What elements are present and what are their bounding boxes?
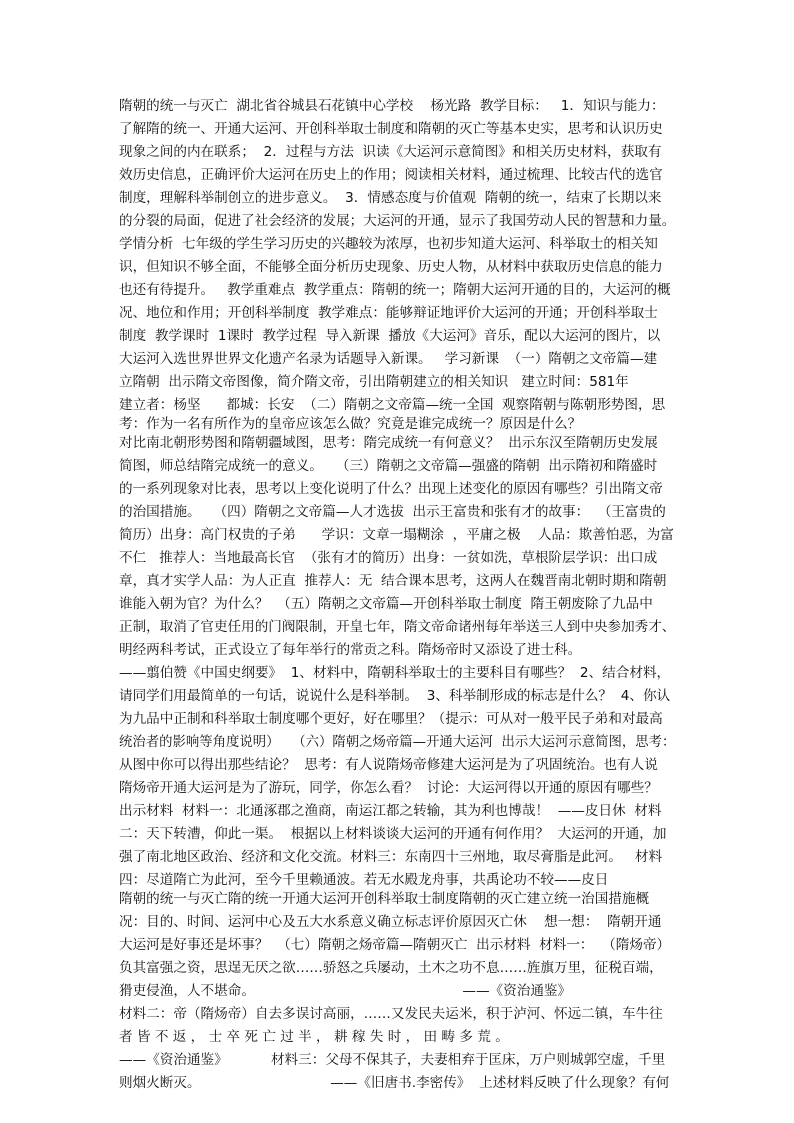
text-line: 现象之间的内在联系； 2．过程与方法 识读《大运河示意简图》和相关历史材料，获取有 — [119, 144, 662, 160]
text-line: 识，但知识不够全面，不能够全面分析历史现象、历史人物，从材料中获取历史信息的能力 — [119, 259, 663, 275]
text-line: 大运河入选世界世界文化遗产名录为话题导入新课。 学习新课 （一）隋朝之文帝篇—建 — [119, 351, 658, 367]
text-line: 也还有待提升。 教学重难点 教学重点：隋朝的统一；隋朝大运河开通的目的，大运河的概 — [119, 282, 671, 298]
text-line: 对比南北朝形势图和隋朝疆域图，思考：隋完成统一有何意义？ 出示东汉至隋朝历史发展 — [119, 435, 658, 451]
text-line: 四：尽道隋亡为此河，至今千里赖通波。若无水殿龙舟事，共禹论功不较——皮日 — [119, 872, 609, 888]
text-line: 正制，取消了官吏任用的门阀限制，开皇七年，隋文帝命诸州每年举送三人到中央参加秀才、 — [119, 619, 676, 635]
text-line: 猾吏侵渔，人不堪命。 ——《资治通鉴》 — [119, 983, 572, 999]
text-line: 出示材料 材料一：北通涿郡之渔商，南运江都之转输，其为利也博哉！ ——皮日休 材料 — [119, 803, 662, 819]
text-line: 不仁 推荐人：当地最高长官 （张有才的简历）出身：一贫如洗，草根阶层学识：出口成 — [119, 550, 658, 566]
text-line: ——翦伯赞《中国史纲要》 1、材料中，隋朝科举取士的主要科目有哪些？ 2、结合材料， — [119, 665, 671, 681]
text-line: 效历史信息，正确评价大运河在历史上的作用；阅读相关材料，通过梳理、比较古代的选官 — [119, 167, 663, 183]
text-line: 大运河是好事还是坏事？ （七）隋朝之炀帝篇—隋朝灭亡 出示材料 材料一： （隋炀帝） — [119, 937, 671, 953]
text-line: ——《资治通鉴》 材料三：父母不保其子，夫妻相弃于匡床，万户则城郭空虚，千里 — [119, 1052, 666, 1068]
text-line: 谁能入朝为官？为什么？ （五）隋朝之文帝篇—开创科举取士制度 隋王朝废除了九品中 — [119, 596, 653, 612]
text-line: 二：天下转漕，仰此一渠。 根据以上材料谈谈大运河的开通有何作用？ 大运河的开通，加 — [119, 826, 667, 842]
text-line: 的治国措施。 （四）隋朝之文帝篇—人才选拔 出示王富贵和张有才的故事： （王富贵的 — [119, 504, 666, 520]
text-line: 学情分析 七年级的学生学习历史的兴趣较为浓厚，也初步知道大运河、科举取士的相关知 — [119, 236, 658, 252]
text-line: 隋炀帝开通大运河是为了游玩，同学，你怎么看？ 讨论：大运河得以开通的原因有哪些？ — [119, 780, 658, 796]
text-line: 材料二：帝（隋炀帝）自去多误讨高丽，……又发民夫运米，积于泸河、怀远二镇，车牛往 — [119, 1006, 663, 1022]
text-line: 的分裂的局面，促进了社会经济的发展；大运河的开通，显示了我国劳动人民的智慧和力量。 — [119, 213, 676, 229]
text-line: 考：作为一名有所作为的皇帝应该怎么做？究竟是谁完成统一？原因是什么？ — [119, 416, 582, 432]
text-line: 从图中你可以得出那些结论？ 思考：有人说隋炀帝修建大运河是为了巩固统治。也有人说 — [119, 757, 658, 773]
text-line: 隋朝的统一与灭亡 湖北省谷城县石花镇中心学校 杨光路 教学目标： 1．知识与能力： — [119, 98, 665, 114]
text-line: 为九品中正制和科举取士制度哪个更好，好在哪里？（提示：可从对一般平民子弟和对最高 — [119, 711, 663, 727]
text-line: 者 皆 不 返 ， 士 卒 死 亡 过 半 ， 耕 稼 失 时 ， 田 畴 多 荒 。 — [119, 1029, 509, 1045]
text-line: 制度 教学课时 1课时 教学过程 导入新课 播放《大运河》音乐，配以大运河的图片，以 — [119, 328, 661, 344]
text-line: 简图，师总结隋完成统一的意义。 （三）隋朝之文帝篇—强盛的隋朝 出示隋初和隋盛时 — [119, 458, 658, 474]
text-line: 章，真才实学人品：为人正直 推荐人：无 结合课本思考，这两人在魏晋南北朝时期和隋朝 — [119, 573, 667, 589]
text-line: 制度，理解科举制创立的进步意义。 3．情感态度与价值观 隋朝的统一，结束了长期以来 — [119, 190, 662, 206]
text-line: 的一系列现象对比表，思考以上变化说明了什么？出现上述变化的原因有哪些？引出隋文帝 — [119, 481, 663, 497]
text-line: 明经两科考试，正式设立了每年举行的常贡之科。隋炀帝时又添设了进士科。 — [119, 642, 582, 658]
text-line: 负其富强之资，思逞无厌之欲……骄怒之兵屡动，土木之功不息……旌旗万里，征税百端， — [119, 960, 663, 976]
text-line: 了解隋的统一、开通大运河、开创科举取士制度和隋朝的灭亡等基本史实，思考和认识历史 — [119, 121, 663, 137]
text-line: 则烟火断灭。 ——《旧唐书.李密传》 上述材料反映了什么现象？有何 — [119, 1075, 670, 1091]
text-line: 隋朝的统一与灭亡隋的统一开通大运河开创科举取士制度隋朝的灭亡建立统一治国措施概 — [119, 891, 650, 907]
text-line: 简历）出身：高门权贵的子弟 学识：文章一塌糊涂 ，平庸之极 人品：欺善怕恶，为富 — [119, 527, 674, 543]
text-line: 立隋朝 出示隋文帝图像，简介隋文帝，引出隋朝建立的相关知识 建立时间：581年 — [119, 374, 629, 390]
text-line: 请同学们用最简单的一句话，说说什么是科举制。 3、科举制形成的标志是什么？ 4、你认 — [119, 688, 671, 704]
text-line: 况、地位和作用；开创科举制度 教学难点：能够辩证地评价大运河的开通；开创科举取士 — [119, 305, 658, 321]
text-line: 统治者的影响等角度说明） （六）隋朝之炀帝篇—开通大运河 出示大运河示意简图，思考： — [119, 734, 676, 750]
text-line: 建立者：杨坚 都城：长安 （二）隋朝之文帝篇—统一全国 观察隋朝与陈朝形势图，思 — [119, 397, 666, 413]
text-line: 强了南北地区政治、经济和文化交流。材料三：东南四十三州地，取尽膏脂是此河。 材料 — [119, 849, 663, 865]
text-line: 况：目的、时间、运河中心及五大水系意义确立标志评价原因灭亡休 想一想： 隋朝开通 — [119, 914, 662, 930]
